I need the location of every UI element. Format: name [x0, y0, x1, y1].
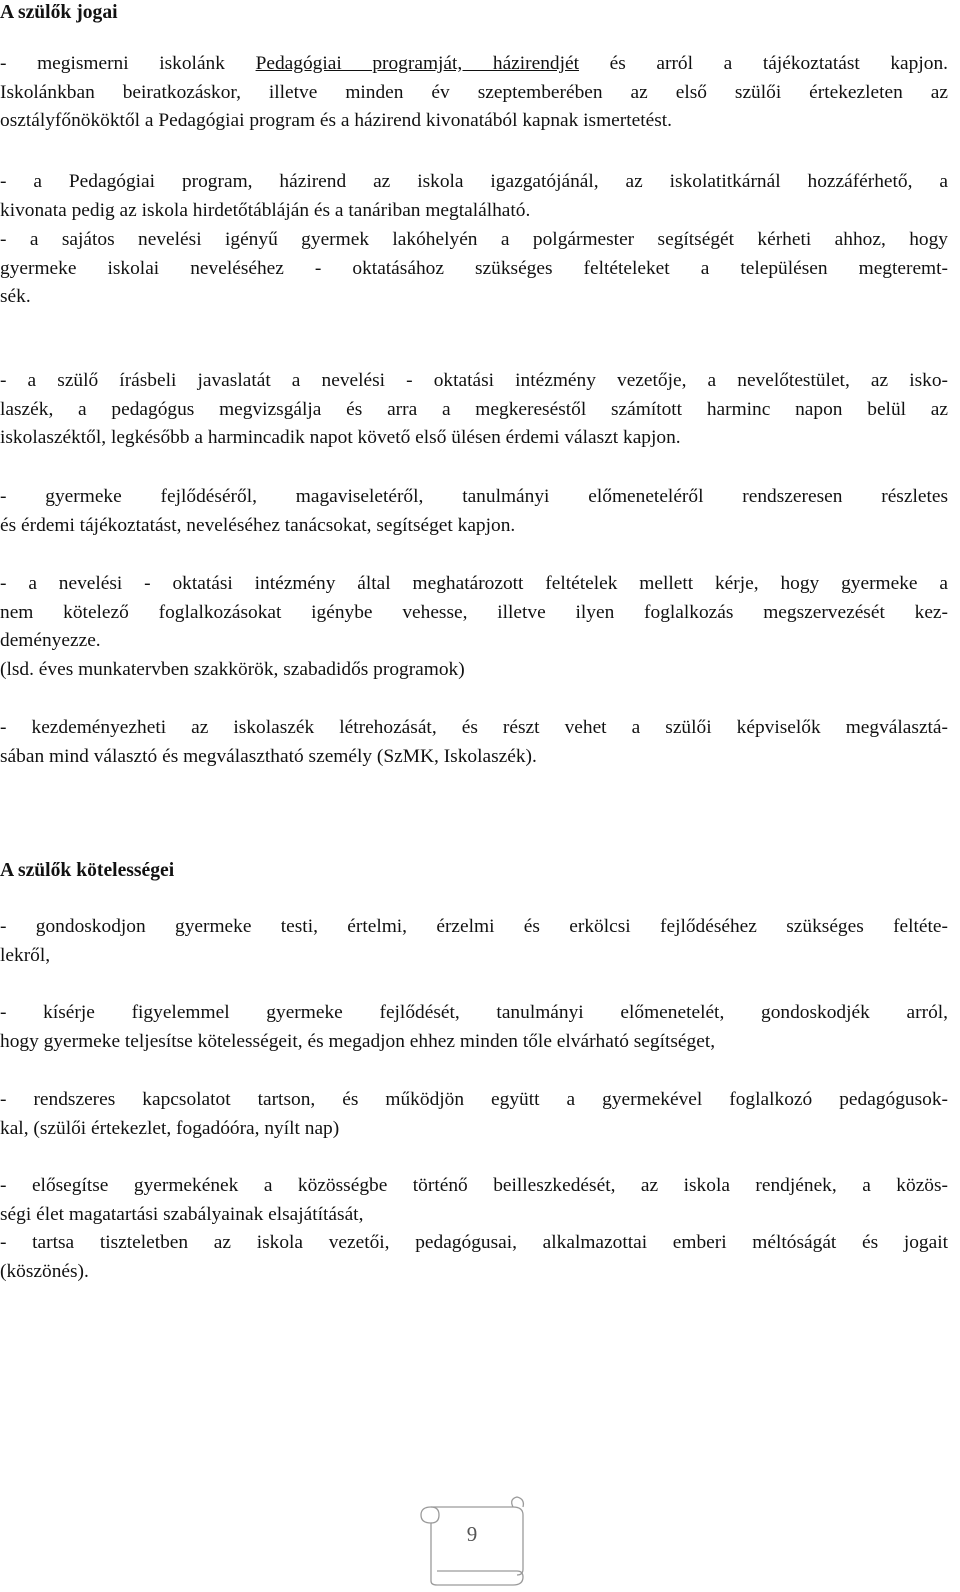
duties-paragraph-1 — [0, 913, 948, 970]
rights-paragraph-6 — [0, 570, 948, 684]
duties-paragraph-3 — [0, 1086, 948, 1143]
text-line: - gondoskodjon gyermeke testi, értelmi, érzelmi és erkölcsi fejlődéséhez szükséges feltéte- — [0, 916, 948, 937]
text-line: laszék, a pedagógus megvizsgálja és arra a megkereséstől számított harminc napon belül az — [0, 398, 948, 420]
text-line: - rendszeres kapcsolatot tartson, és működjön együtt a gyermekével foglalkozó pedagógusok- — [0, 1089, 948, 1110]
text-line: - kezdeményezheti az iskolaszék létrehozását, és részt vehet a szülői képviselők megválasztá- — [0, 717, 948, 738]
rights-paragraph-4 — [0, 367, 948, 453]
text-line: - tartsa tiszteletben az iskola vezetői, pedagógusai, alkalmazottai emberi méltóságát és jogait — [0, 1232, 948, 1253]
section-heading-rights: A szülők jogai — [0, 2, 118, 23]
rights-paragraph-3 — [0, 226, 948, 312]
rights-paragraph-2 — [0, 168, 948, 225]
text-line: sában mind választó és megválasztható személy (SzMK, Iskolaszék). — [0, 745, 537, 767]
rights-paragraph-7 — [0, 714, 948, 771]
text-segment: és arról a tájékoztatást kapjon. — [579, 53, 948, 74]
text-segment: - megismerni iskolánk — [0, 53, 256, 74]
text-line — [0, 50, 948, 79]
text-line: (köszönés). — [0, 1260, 89, 1282]
text-line: hogy gyermeke teljesítse kötelességeit, és megadjon ehhez minden tőle elvárható segítséget, — [0, 1030, 716, 1052]
text-line: lekről, — [0, 944, 51, 966]
text-line: - a nevelési - oktatási intézmény által meghatározott feltételek mellett kérje, hogy gyermeke a — [0, 573, 948, 594]
duties-paragraph-2 — [0, 999, 948, 1056]
text-line: (lsd. éves munkatervben szakkörök, szabadidős programok) — [0, 658, 465, 680]
text-line: Iskolánkban beiratkozáskor, illetve minden év szeptemberében az első szülői értekezleten az — [0, 81, 948, 103]
text-line: iskolaszéktől, legkésőbb a harmincadik napot követő első ülésen érdemi választ kapjon. — [0, 427, 681, 448]
text-line: kivonata pedig az iskola hirdetőtábláján és a tanáriban megtalálható. — [0, 199, 531, 221]
text-line: gyermeke iskolai neveléséhez - oktatásához szükséges feltételeket a településen megteremt- — [0, 257, 948, 279]
section-heading-duties: A szülők kötelességei — [0, 860, 175, 881]
text-line: deményezze. — [0, 630, 101, 651]
pedagogical-program-link: Pedagógiai programját, házirendjét — [255, 53, 580, 74]
page-number: 9 — [466, 1522, 478, 1546]
rights-paragraph-1 — [0, 50, 948, 136]
text-line: - gyermeke fejlődéséről, magaviseletéről, tanulmányi előmeneteléről rendszeresen részletes — [0, 486, 948, 507]
rights-paragraph-5 — [0, 483, 948, 540]
text-line: kal, (szülői értekezlet, fogadóóra, nyílt nap) — [0, 1117, 340, 1139]
text-line: nem kötelező foglalkozásokat igénybe vehesse, illetve ilyen foglalkozás megszervezését kez- — [0, 601, 948, 623]
text-line: - a sajátos nevelési igényű gyermek lakóhelyén a polgármester segítségét kérheti ahhoz, hogy — [0, 229, 948, 250]
text-line: és érdemi tájékoztatást, neveléséhez tanácsokat, segítséget kapjon. — [0, 514, 516, 536]
text-line: sék. — [0, 286, 31, 307]
text-line: osztályfőnököktől a Pedagógiai program és a házirend kivonatából kapnak ismertetést. — [0, 110, 673, 131]
text-line: - kísérje figyelemmel gyermeke fejlődését, tanulmányi előmenetelét, gondoskodjék arról, — [0, 1002, 948, 1023]
text-line: ségi élet magatartási szabályainak elsajátítását, — [0, 1203, 364, 1225]
text-line: - elősegítse gyermekének a közösségbe történő beilleszkedését, az iskola rendjének, a közös- — [0, 1175, 948, 1196]
text-line: - a Pedagógiai program, házirend az iskola igazgatójánál, az iskolatitkárnál hozzáférhető, a — [0, 171, 948, 192]
text-line: - a szülő írásbeli javaslatát a nevelési - oktatási intézmény vezetője, a nevelőtestület, az isko- — [0, 370, 948, 391]
duties-paragraph-4 — [0, 1172, 948, 1286]
